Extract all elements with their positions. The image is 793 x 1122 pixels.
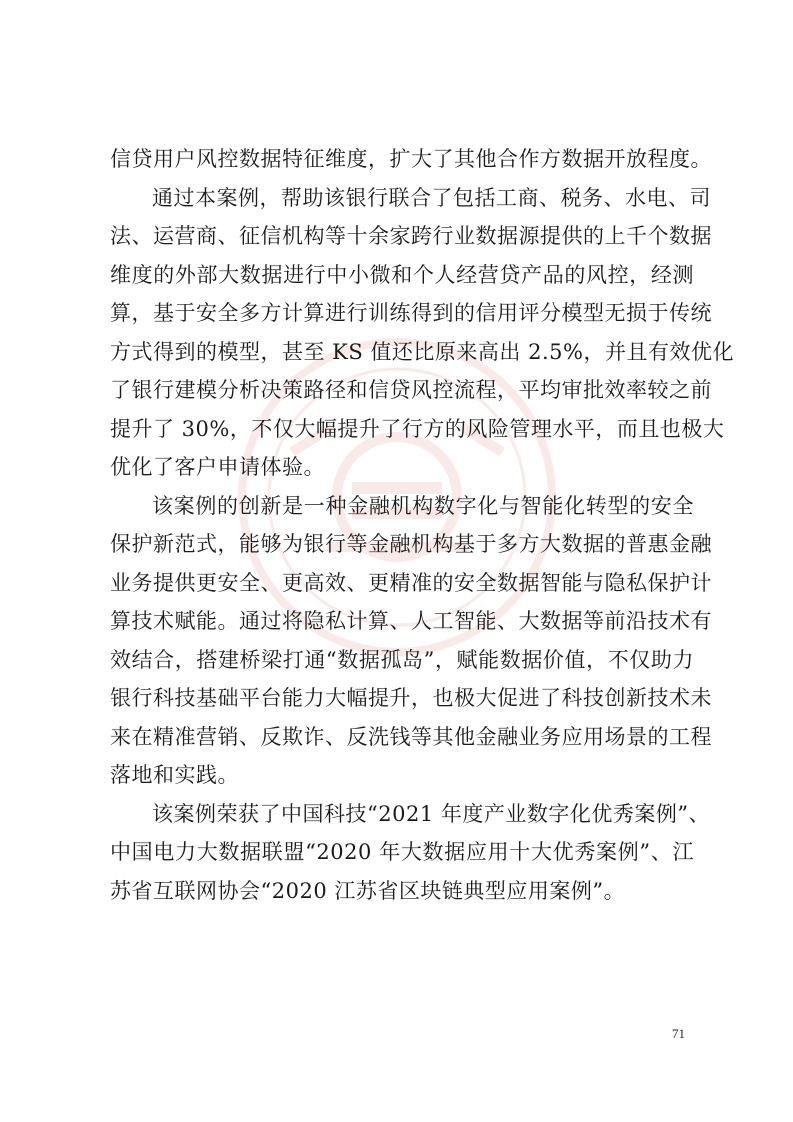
text-line: 维度的外部大数据进行中小微和个人经营贷产品的风控，经测 <box>110 262 694 287</box>
text-line: 银行科技基础平台能力大幅提升，也极大促进了科技创新技术未 <box>110 686 712 710</box>
text-line: 效结合，搭建桥梁打通“数据孤岛”，赋能数据价值，不仅助力 <box>110 647 694 672</box>
text-line: 苏省互联网协会“2020 江苏省区块链典型应用案例”。 <box>110 878 626 903</box>
text-line: 通过本案例，帮助该银行联合了包括工商、税务、水电、司 <box>152 185 711 210</box>
text-line: 落地和实践。 <box>110 763 239 787</box>
text-line: 算技术赋能。通过将隐私计算、人工智能、大数据等前沿技术有 <box>110 609 712 633</box>
paragraph <box>110 795 711 911</box>
text-line: 业务提供更安全、更高效、更精准的安全数据智能与隐私保护计 <box>110 570 712 595</box>
paragraph <box>110 140 712 179</box>
text-line: 算，基于安全多方计算进行训练得到的信用评分模型无损于传统 <box>110 301 712 325</box>
text-line: 提升了 30%，不仅大幅提升了行方的风险管理水平，而且也极大 <box>110 416 725 441</box>
paragraph <box>110 487 712 795</box>
text-line: 来在精准营销、反欺诈、反洗钱等其他金融业务应用场景的工程 <box>110 724 712 749</box>
page-number: 71 <box>672 1026 685 1041</box>
text-line: 优化了客户申请体验。 <box>110 455 325 479</box>
text-line: 该案例的创新是一种金融机构数字化与智能化转型的安全 <box>152 493 694 518</box>
text-line: 保护新范式，能够为银行等金融机构基于多方大数据的普惠金融 <box>110 532 712 556</box>
document-body <box>110 140 734 910</box>
text-line: 了银行建模分析决策路径和信贷风控流程，平均审批效率较之前 <box>110 378 712 402</box>
text-line: 中国电力大数据联盟“2020 年大数据应用十大优秀案例”、江 <box>110 840 694 864</box>
text-line: 方式得到的模型，甚至 KS 值还比原来高出 2.5%，并且有效优化 <box>110 339 734 364</box>
text-line: 法、运营商、征信机构等十余家跨行业数据源提供的上千个数据 <box>110 224 712 248</box>
paragraph <box>110 179 734 487</box>
text-line: 信贷用户风控数据特征维度，扩大了其他合作方数据开放程度。 <box>110 147 712 171</box>
text-line: 该案例荣获了中国科技“2021 年度产业数字化优秀案例”、 <box>152 801 711 826</box>
